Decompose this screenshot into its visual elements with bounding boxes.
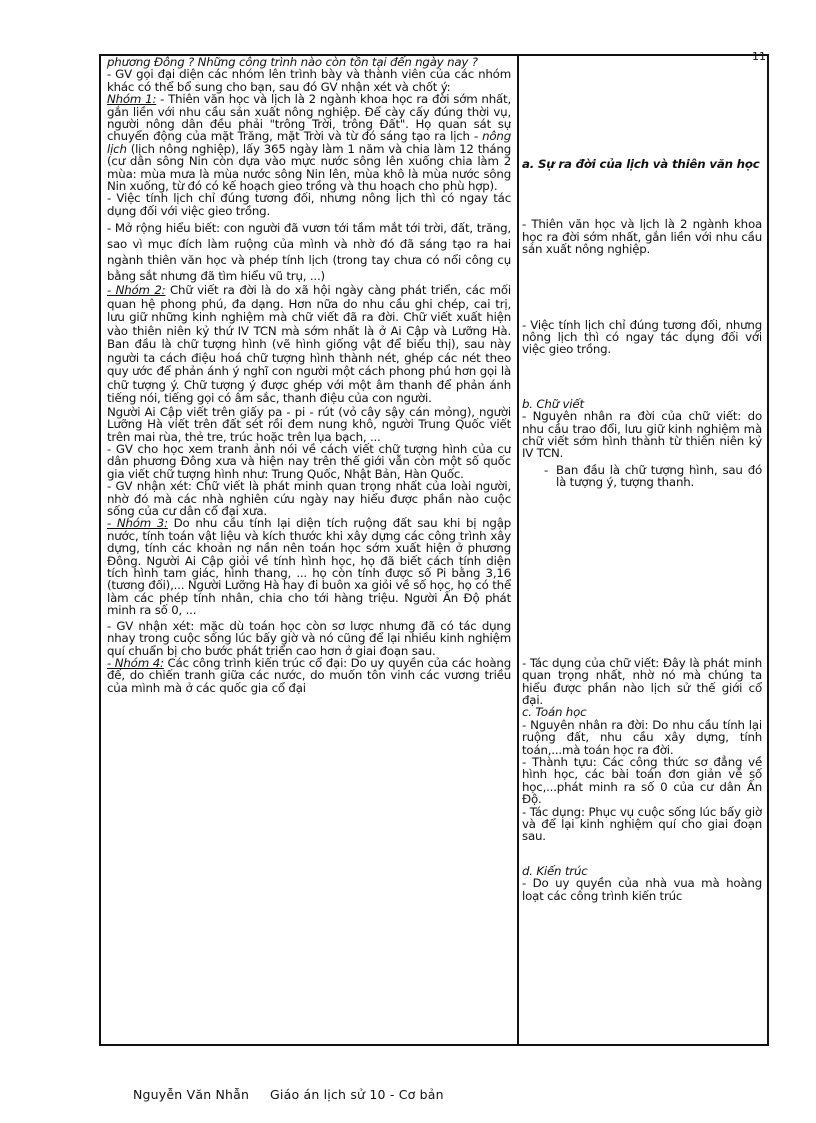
section-a-point-2: - Việc tính lịch chỉ đúng tương đối, nhưng nông lịch thì có ngay tác dụng đối với việc gieo trồng. xyxy=(522,317,762,357)
group-1-paragraph xyxy=(107,93,511,192)
page-footer: Nguyễn Văn Nhẫn Giáo án lịch sử 10 - Cơ bản xyxy=(133,1087,444,1102)
section-b-point-1: - Nguyên nhân ra đời của chữ viết: do nhu cầu trao đổi, lưu giữ kinh nghiệm mà chữ viết sớm hình thành từ thiên niên kỷ IV TCN. xyxy=(522,409,762,461)
group-2-label: - Nhóm 2: xyxy=(107,283,166,298)
section-b-point-2: - Ban đầu là chữ tượng hình, sau đó là tượng ý, tượng thanh. xyxy=(556,464,762,489)
calendar-note: - Việc tính lịch chỉ đúng tương đối, nhưng nông lịch thì có ngay tác dụng đối với việc gieo trồng. xyxy=(107,191,511,218)
section-c-point-3: - Tác dụng: Phục vụ cuộc sống lúc bấy giờ và để lại kinh nghiệm quí cho giai đoạn sau. xyxy=(522,804,762,844)
math-conclusion: - GV nhận xét: mặc dù toán học còn sơ lược nhưng đã có tác dụng nhay trong cuộc sống lúc bấy giờ và nó cũng để lại nhiều kinh nghiệm quí chuẩn bị cho bước phát triển cao hơn ở giai đoạn sau. xyxy=(107,618,511,658)
section-b-point-3: - Tác dụng của chữ viết: Đây là phát minh quan trọng nhất, nhờ nó mà chúng ta hiểu được phần nào lịch sử thế giới cổ đại. xyxy=(522,655,762,707)
section-c-heading: c. Toán học xyxy=(522,705,587,720)
group-1-text: - Thiên văn học và lịch là 2 ngành khoa học ra đời sớm nhất, gắn liền với nhu cầu sản xuất nông nghiệp. Để cày cấy đúng thời vụ, người nông dân đều phải "trông Trời, trông Đất". Họ quan sát sự chuyển động của mặt Trăng, mặt Trời và từ đó sáng tạo ra lịch - xyxy=(107,92,511,144)
group-1-term: nông lịch xyxy=(107,129,511,156)
section-c-point-1: - Nguyên nhân ra đời: Do nhu cầu tính lại ruộng đất, nhu cầu xây dựng, tính toán,...mà toán học ra đời. xyxy=(522,717,762,757)
group-4-paragraph xyxy=(107,657,511,694)
extend-knowledge: - Mở rộng hiểu biết: con người đã vươn tới tầm mắt tới trời, đất, trăng, sao vì mục đích làm ruộng của mình và nhờ đó đã sáng tạo ra hai ngành thiên văn học và phép tính lịch (trong tay chưa có nổi công cụ bằng sắt nhưng đã tìm hiểu vũ trụ, ...) xyxy=(107,221,511,284)
instruction-paragraph: - GV gọi đại diện các nhóm lên trình bày và thành viên của các nhóm khác có thể bổ sung cho bạn, sau đó GV nhận xét và chốt ý: xyxy=(107,67,511,94)
group-1-label: Nhóm 1: xyxy=(107,92,157,107)
group-4-text: Các công trình kiến trúc cổ đại: Do uy quyền của các hoàng đế, do chiến tranh giữa các nước, do muốn tôn vinh các vương triều của mình mà ở các quốc gia cổ đại xyxy=(107,655,511,695)
group-3-text: Do nhu cầu tính lại diện tích ruộng đất sau khi bị ngập nước, tính toán vật liệu và kích thước khi xây dựng các công trình xây dựng, tính các khoản nợ nần nên toán học sớm xuất hiện ở phương Đông. Người Ai Cập giỏi về tính hình học, họ đã biết cách tính diện tích hình tam giác, hình thang, ... họ còn tính được số Pi bằng 3,16 (tương đối),... Người Lưỡng Hà hay đi buôn xa giỏi về số học, họ có thể làm các phép tính nhân, chia cho tới hàng triệu. Người Ấn Độ phát minh ra số 0, ... xyxy=(107,516,511,618)
page-number: 11 xyxy=(752,50,766,63)
content-column xyxy=(522,56,762,1044)
lesson-table xyxy=(99,54,769,1046)
writing-materials: Người Ai Cập viết trên giấy pa - pi - rút (vỏ cây sậy cán mỏng), người Lưỡng Hà viết trên đất sét rồi đem nung khô, người Trung Quốc viết trên mai rùa, thẻ tre, trúc hoặc trên lụa bạch, ... xyxy=(107,404,511,444)
section-a-point-1: - Thiên văn học và lịch là 2 ngành khoa học ra đời sớm nhất, gắn liền với nhu cầu sản xuất nông nghiệp. xyxy=(522,217,762,257)
question-text: phương Đông ? Những công trình nào còn tồn tại đến ngày nay ? xyxy=(107,56,478,69)
group-3-paragraph xyxy=(107,517,511,616)
group-4-label: - Nhóm 4: xyxy=(107,655,164,670)
group-1-text-cont: (lịch nông nghiệp), lấy 365 ngày làm 1 năm và chia làm 12 tháng (cư dân sông Nin còn dựa vào mực nước sông lên xuống chia làm 2 mùa: mùa mưa là mùa nước sông Nin lên, mùa khô là mùa nước sông Nin xuống, từ đó có kế hoạch gieo trồng và thu hoạch cho phù hợp). xyxy=(107,141,511,194)
teacher-activity-column xyxy=(107,56,511,1044)
section-d-point-1: - Do uy quyền của nhà vua mà hoàng loạt các công trình kiến trúc xyxy=(522,876,762,903)
group-3-label: - Nhóm 3: xyxy=(107,516,168,531)
column-divider xyxy=(517,56,519,1044)
pictograph-paragraph: - GV cho học xem tranh ảnh nói về cách viết chữ tượng hình của cư dân phương Đông xưa và hiện nay trên thế giới vẫn còn một số quốc gia viết chữ tượng hình như: Trung Quốc, Nhật Bản, Hàn Quốc. xyxy=(107,442,511,481)
section-d-heading: d. Kiến trúc xyxy=(522,863,588,878)
group-2-paragraph xyxy=(107,284,511,406)
writing-conclusion: - GV nhận xét: Chữ viết là phát minh quan trọng nhất của loài người, nhờ đó mà các nhà nghiên cứu ngày nay hiểu được phần nào cuộc sống của cư dân cổ đại xưa. xyxy=(107,479,511,519)
section-b-heading: b. Chữ viết xyxy=(522,396,584,411)
section-a-heading: a. Sự ra đời của lịch và thiên văn học xyxy=(522,157,760,171)
section-c-point-2: - Thành tựu: Các công thức sơ đẳng về hình học, các bài toán đơn giản về số học,...phát minh ra số 0 của cư dân Ấn Độ. xyxy=(522,754,762,807)
group-2-text: Chữ viết ra đời là do xã hội ngày càng phát triển, các mối quan hệ phong phú, đa dạng. Hơn nữa do nhu cầu ghi chép, cai trị, lưu giữ những kinh nghiệm mà chữ viết đã ra đời. Chữ viết xuất hiện vào thiên niên kỷ thứ IV TCN mà sớm nhất là ở Ai Cập và Lưỡng Hà. Ban đầu là chữ tượng hình (vẽ hình giống vật để biểu thị), sau này người ta cách điệu hoá chữ tượng hình thành nét, ghép các nét theo quy ước để phản ánh ý nghĩ con người một cách phong phú hơn gọi là chữ tượng ý. Chữ tượng ý được ghép với một âm thanh để phản ánh tiếng nói, tiếng gọi có âm sắc, thanh điệu của con người. xyxy=(107,283,511,406)
